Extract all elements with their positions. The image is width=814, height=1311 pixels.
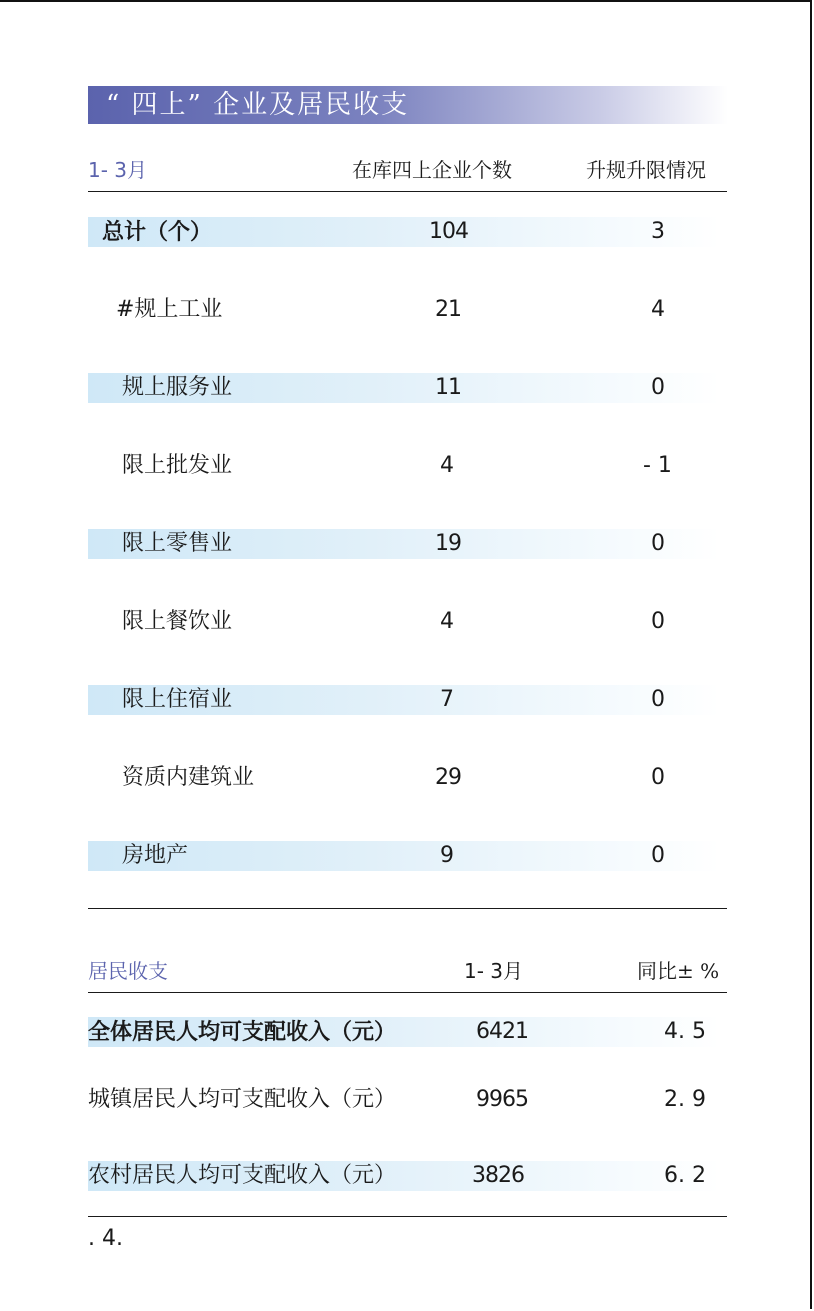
income-row-label: 全体居民人均可支配收入（元） (88, 1019, 397, 1045)
income-row-label: 城镇居民人均可支配收入（元） (88, 1087, 397, 1112)
table-row-change: 0 (651, 765, 665, 790)
table-row-change: 0 (651, 375, 665, 400)
income-yoy-header: 同比± % (637, 959, 720, 983)
income-row-yoy: 4. 5 (664, 1019, 706, 1044)
income-row-value: 3826 (472, 1163, 524, 1188)
enterprise-change-header: 升规升限情况 (586, 158, 706, 182)
income-row-yoy: 6. 2 (664, 1163, 706, 1188)
page-number: . 4. (88, 1226, 123, 1251)
table-row-count: 19 (435, 531, 461, 556)
table-row-count: 21 (435, 297, 461, 322)
table-row-label: 房地产 (122, 843, 189, 868)
table-row-label: 限上住宿业 (122, 687, 233, 712)
table-row-count: 11 (435, 375, 461, 400)
enterprise-period-header: 1- 3月 (88, 158, 148, 182)
table-row-count: 29 (435, 765, 461, 790)
table-row-label: 资质内建筑业 (122, 765, 255, 790)
income-row-yoy: 2. 9 (664, 1087, 706, 1112)
income-row-value: 6421 (476, 1019, 528, 1044)
table-row-label: 限上餐饮业 (122, 609, 233, 634)
table-row-change: 0 (651, 843, 665, 868)
income-header-rule (88, 992, 727, 993)
enterprise-count-header: 在库四上企业个数 (352, 158, 512, 182)
table-row-change: 3 (651, 219, 665, 244)
table-row-label: 限上批发业 (122, 453, 233, 478)
page-title: “ 四上” 企业及居民收支 (106, 90, 410, 120)
enterprise-header-rule (88, 191, 727, 192)
income-label-header: 居民收支 (88, 959, 168, 983)
table-row-change: 0 (651, 609, 665, 634)
table-row-change: 0 (651, 531, 665, 556)
table-row-change: - 1 (643, 453, 672, 478)
income-bottom-rule (88, 1216, 727, 1217)
title-banner (88, 86, 728, 124)
table-row-count: 7 (440, 687, 453, 712)
table-row-label: 规上服务业 (122, 375, 233, 400)
table-row-count: 104 (429, 219, 468, 244)
table-row-count: 4 (440, 609, 453, 634)
enterprise-bottom-rule (88, 908, 727, 909)
income-row-label: 农村居民人均可支配收入（元） (88, 1163, 397, 1188)
table-row-count: 4 (440, 453, 453, 478)
table-row-label: #规上工业 (116, 297, 223, 322)
table-row-label: 总计（个） (102, 219, 213, 245)
table-row-change: 0 (651, 687, 665, 712)
table-row-change: 4 (651, 297, 665, 322)
table-row-label: 限上零售业 (122, 531, 233, 556)
table-row-count: 9 (440, 843, 453, 868)
income-period-header: 1- 3月 (464, 959, 524, 983)
income-row-value: 9965 (476, 1087, 528, 1112)
